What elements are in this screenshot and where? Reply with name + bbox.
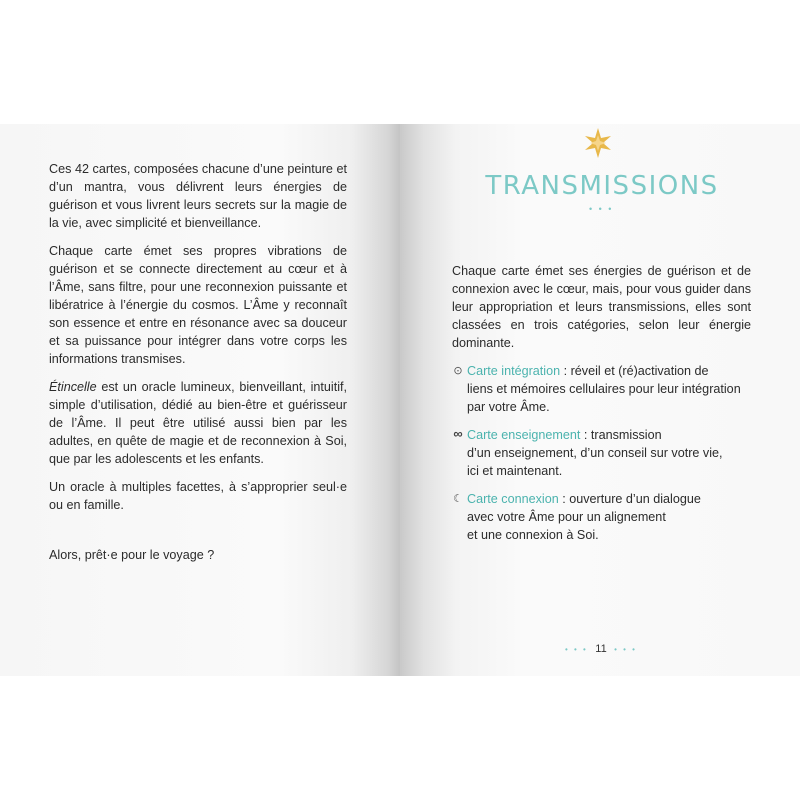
page-title: TRANSMISSIONS [485, 171, 719, 201]
paragraph-vibrations: Chaque carte émet ses propres vibrations de guérison et se connecte directement au cœur et à l’Âme, sans filtre, pour une reconnexion puissante et libératrice à l’énergie du cosmos. L’Âme y reconnaît son essence et entre en résonance avec sa douceur et sa puissance pour intégrer dans votre corps les informations transmises. [49, 244, 347, 366]
page-folio [565, 643, 637, 655]
paragraph-oracle [49, 378, 347, 468]
category-line: Carte intégration : réveil et (ré)activation de [467, 364, 709, 378]
paragraph-transmissions: Chaque carte émet ses énergies de guérison et de connexion avec le cœur, mais, pour vous guider dans leur appropriation et leurs transmissions, elles sont classées en trois catégories, selon leur énergie dominante. [452, 264, 751, 350]
title-dots: • • • [589, 204, 614, 214]
category-label: Carte intégration [467, 364, 561, 378]
category-label: Carte connexion [467, 492, 559, 506]
category-line: ici et maintenant. [467, 464, 563, 478]
category-line: avec votre Âme pour un alignement [467, 510, 666, 524]
infinity-icon: ∞ [453, 426, 463, 441]
paragraph-closing: Alors, prêt·e pour le voyage ? [49, 548, 215, 562]
category-line: par votre Âme. [467, 400, 550, 414]
paragraph-intro: Ces 42 cartes, composées chacune d’une peinture et d’un mantra, vous délivrent leurs énergies de guérison et vous livrent leurs secrets sur la magie de la vie, avec simplicité et bienveillance. [49, 162, 347, 230]
category-connexion [452, 490, 751, 544]
category-line: Carte connexion : ouverture d’un dialogue [467, 492, 701, 506]
folio-dots-right: • • • [614, 644, 637, 654]
category-enseignement [452, 426, 751, 480]
category-label: Carte enseignement [467, 428, 581, 442]
oracle-name: Étincelle [49, 380, 97, 394]
category-line: Carte enseignement : transmission [467, 428, 662, 442]
category-line: liens et mémoires cellulaires pour leur intégration [467, 382, 741, 396]
folio-dots-left: • • • [565, 644, 588, 654]
moon-icon: ☾ [453, 493, 463, 505]
category-line: d’un enseignement, d’un conseil sur votre vie, [467, 446, 723, 460]
left-page-text [49, 160, 347, 574]
paragraph-facets: Un oracle à multiples facettes, à s’approprier seul·e ou en famille. [49, 480, 347, 512]
right-page-text [452, 262, 751, 554]
category-integration [452, 362, 751, 416]
star-icon [582, 127, 614, 159]
page-number: 11 [595, 643, 607, 655]
category-line: et une connexion à Soi. [467, 528, 599, 542]
oracle-description: est un oracle lumineux, bienveillant, intuitif, simple d’utilisation, dédié au bien-être et guérisseur de l’Âme. Il peut être utilisé aussi bien par les adultes, en quête de magie et de reconnexion à Soi, que par les adolescents et les enfants. [49, 380, 347, 466]
target-icon: ⊙ [453, 365, 463, 377]
